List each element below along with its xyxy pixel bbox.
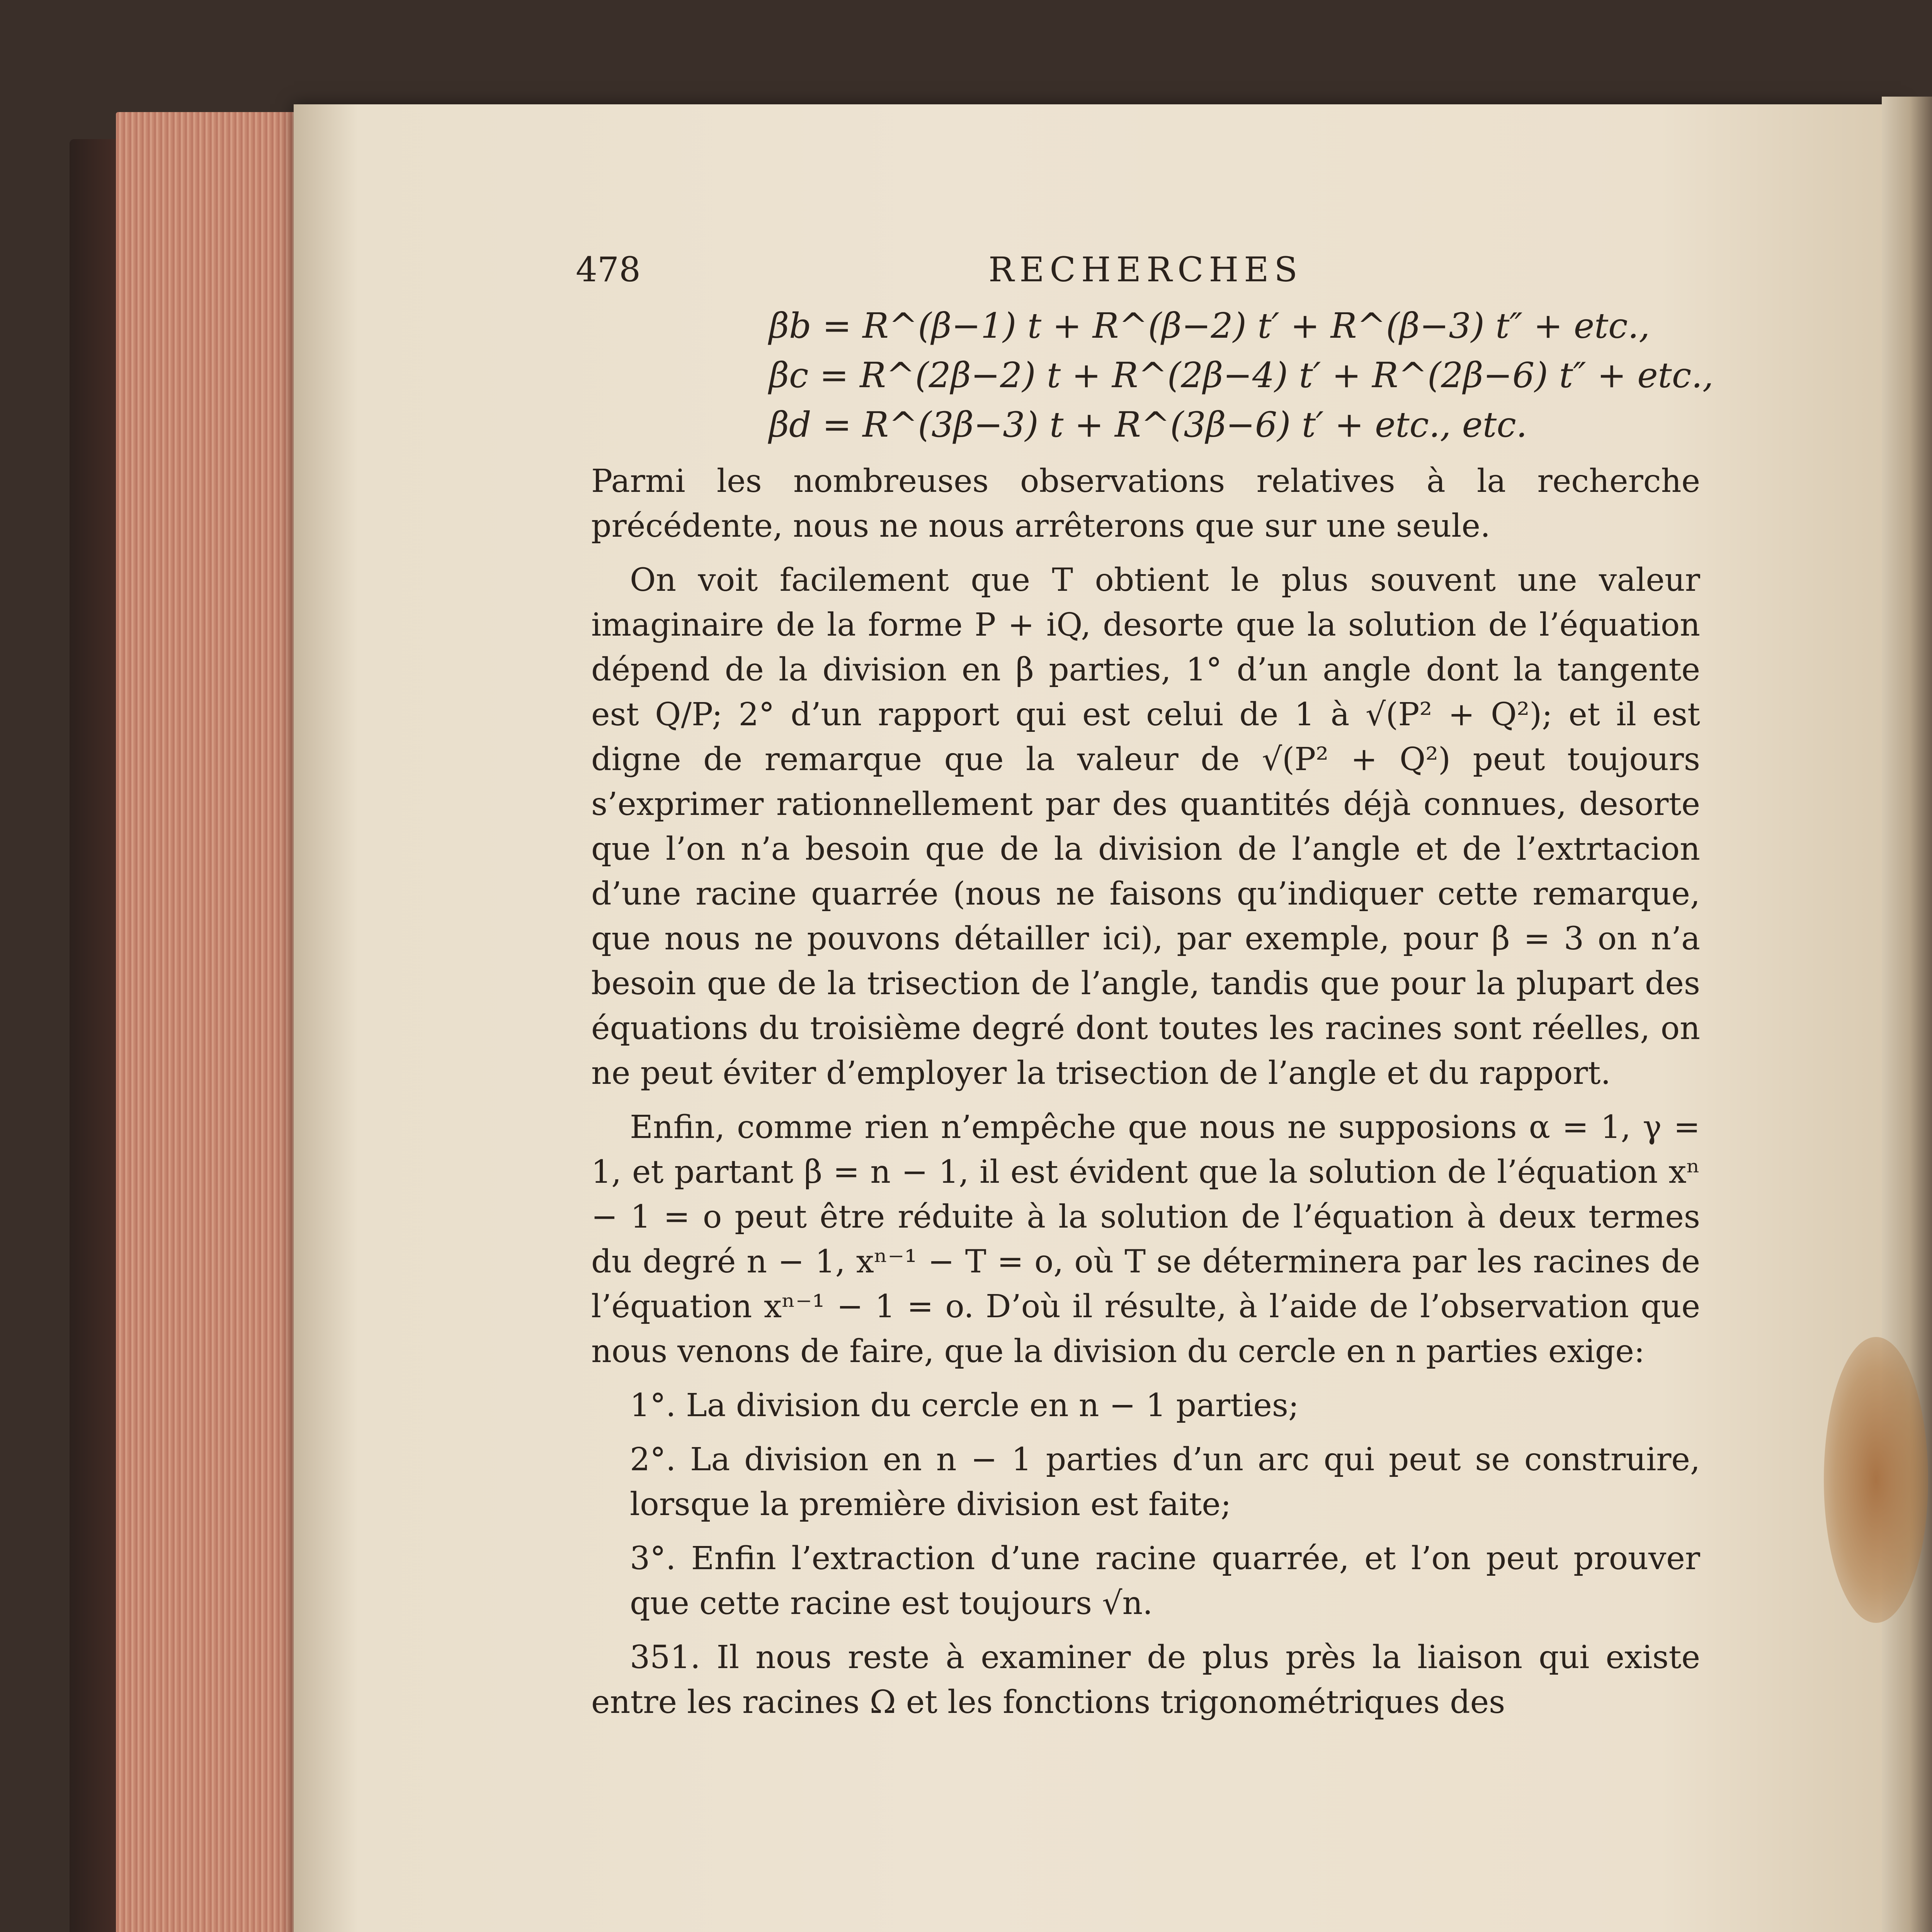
page-text-block: [576, 247, 1714, 1725]
page-number: 478: [576, 250, 641, 289]
list-item: 3°. Enfin l’extraction d’une racine quarrée, et l’on peut prouver que cette racine est toujours √n.: [630, 1540, 1700, 1622]
paragraph: Parmi les nombreuses observations relatives à la recherche précédente, nous ne nous arrêterons que sur une seule.: [591, 463, 1700, 544]
running-title: RECHERCHES: [988, 250, 1303, 289]
paragraph: On voit facilement que T obtient le plus souvent une valeur imaginaire de la forme P + iQ, desorte que la solution de l’équation dépend de la division en β parties, 1° d’un angle dont la tangente est Q/P; 2° d’un rapport qui est celui de 1 à √(P² + Q²); et il est digne de remarque que la valeur de √(P² + Q²) peut toujours s’exprimer rationnellement par des quantités déjà connues, desorte que l’on n’a besoin que de la division de l’angle et de l’extrtacion d’une racine quarrée (nous ne faisons qu’indiquer cette remarque, que nous ne pouvons détailler ici), par exemple, pour β = 3 on n’a besoin que de la trisection de l’angle, tandis que pour la plupart des équations du troisième degré dont toutes les racines sont réelles, on ne peut éviter d’employer la trisection de l’angle et du rapport.: [591, 562, 1700, 1092]
facing-page-edge: [1882, 97, 1932, 1932]
page-header: [576, 247, 1700, 298]
formula-line: βd = R^(3β−3) t + R^(3β−6) t′ + etc., etc.: [769, 405, 1527, 445]
paragraph: Enfin, comme rien n’empêche que nous ne supposions α = 1, γ = 1, et partant β = n − 1, il est évident que la solution de l’équation xⁿ − 1 = o peut être réduite à la solution de l’équation à deux termes du degré n − 1, xⁿ⁻¹ − T = o, où T se déterminera par les racines de l’équation xⁿ⁻¹ − 1 = o. D’où il résulte, à l’aide de l’observation que nous venons de faire, que la division du cercle en n parties exige:: [591, 1109, 1700, 1370]
formula-line: βc = R^(2β−2) t + R^(2β−4) t′ + R^(2β−6) t″ + etc.,: [769, 355, 1714, 396]
paragraph-section-351: 351. Il nous reste à examiner de plus près la liaison qui existe entre les racines Ω et les fonctions trigonométriques des: [591, 1639, 1700, 1721]
formula-line: βb = R^(β−1) t + R^(β−2) t′ + R^(β−3) t″ + etc.,: [769, 306, 1650, 346]
page-edges: [116, 112, 317, 1932]
list-item: 2°. La division en n − 1 parties d’un arc qui peut se construire, lorsque la première division est faite;: [630, 1441, 1700, 1523]
list-item: 1°. La division du cercle en n − 1 parties;: [630, 1387, 1299, 1424]
water-stain: [1824, 1337, 1928, 1623]
